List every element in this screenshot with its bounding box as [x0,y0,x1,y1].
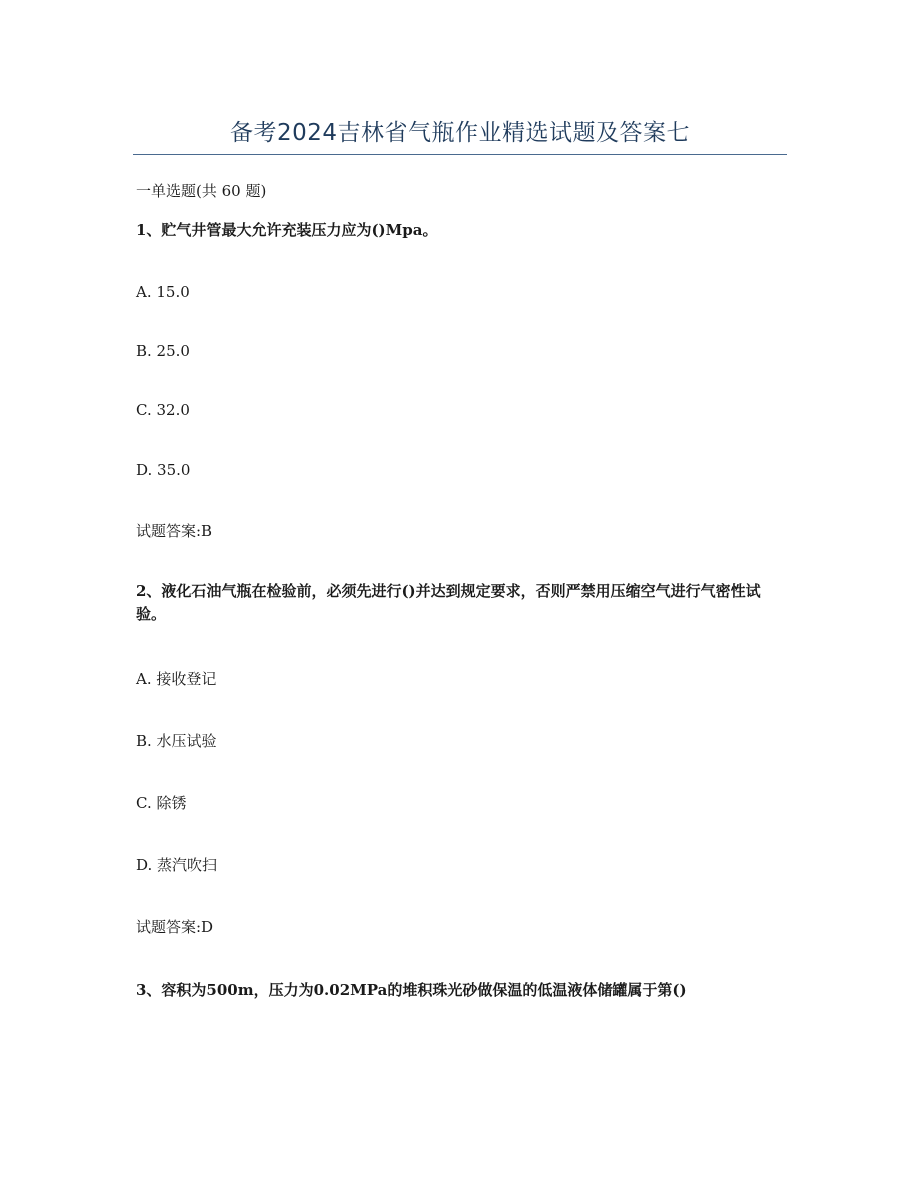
question-2-option-a: A. 接收登记 [136,670,217,688]
page-title: 备考2024吉林省气瓶作业精选试题及答案七 [229,120,691,146]
question-2-answer: 试题答案:D [136,918,214,936]
question-1-option-d: D. 35.0 [136,461,191,479]
question-1-option-b: B. 25.0 [136,342,190,360]
question-2-text: 2、液化石油气瓶在检验前，必须先进行()并达到规定要求，否则严禁用压缩空气进行气密性试验。 [136,582,761,623]
question-1-option-a: A. 15.0 [136,283,190,301]
question-2-option-b: B. 水压试验 [136,732,217,750]
question-2-option-d: D. 蒸汽吹扫 [136,856,218,874]
question-3-text: 3、容积为500m，压力为0.02MPa的堆积珠光砂做保温的低温液体储罐属于第() [136,981,687,999]
question-2-option-c: C. 除锈 [136,794,187,812]
question-1-text: 1、贮气井管最大允许充装压力应为()Mpa。 [136,221,438,239]
question-1-option-c: C. 32.0 [136,401,190,419]
section-header: 一单选题(共 60 题) [136,182,267,200]
title-underline [133,154,787,155]
question-1-answer: 试题答案:B [136,522,213,540]
